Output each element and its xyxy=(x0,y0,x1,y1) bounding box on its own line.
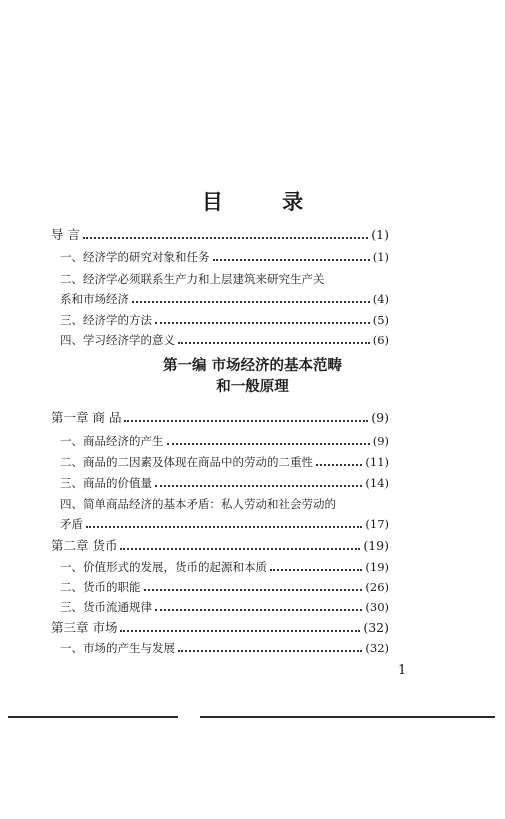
toc-label: 一、商品经济的产生 xyxy=(60,434,164,448)
toc-label: 四、简单商品经济的基本矛盾：私人劳动和社会劳动的 xyxy=(60,497,336,511)
dot-leader xyxy=(178,649,362,652)
toc-page: (1) xyxy=(372,250,389,264)
toc-page: (32) xyxy=(365,641,389,655)
toc-page: (19) xyxy=(365,560,389,574)
page-title: 目 录 xyxy=(201,189,330,214)
toc-row xyxy=(51,617,389,635)
toc-page: (11) xyxy=(365,455,389,469)
toc-label: 二、商品的二因素及体现在商品中的劳动的二重性 xyxy=(60,455,313,469)
toc-row xyxy=(51,309,389,327)
dot-leader xyxy=(167,442,370,445)
dot-leader xyxy=(120,547,360,550)
toc-row xyxy=(51,535,389,553)
toc-row xyxy=(51,288,389,306)
toc-label: 一、市场的产生与发展 xyxy=(60,641,175,655)
toc-page: (32) xyxy=(363,620,389,635)
toc-label: 第三章 市场 xyxy=(51,620,118,635)
toc-row xyxy=(51,596,389,614)
toc-label: 三、货币流通规律 xyxy=(60,600,152,614)
toc-row xyxy=(51,513,389,531)
toc-label: 一、价值形式的发展，货币的起源和本质 xyxy=(60,560,267,574)
dot-leader xyxy=(155,321,370,324)
bottom-rule-left xyxy=(8,716,178,718)
toc-row xyxy=(51,246,389,264)
toc-row xyxy=(51,329,389,347)
toc-page: (17) xyxy=(365,517,389,531)
dot-leader xyxy=(132,300,370,303)
toc-page: (4) xyxy=(372,292,389,306)
toc-row xyxy=(51,472,389,490)
page-number: 1 xyxy=(398,663,407,678)
toc-row xyxy=(51,556,389,574)
dot-leader xyxy=(144,588,363,591)
toc-label: 四、学习经济学的意义 xyxy=(60,333,175,347)
toc-label: 第二章 货币 xyxy=(51,538,118,553)
toc-row xyxy=(51,224,389,242)
toc-label: 导 言 xyxy=(51,227,80,242)
toc-row xyxy=(51,430,389,448)
toc-page: (6) xyxy=(372,333,389,347)
toc-row xyxy=(51,268,389,286)
toc-label: 二、货币的职能 xyxy=(60,580,141,594)
toc-page: (19) xyxy=(363,538,389,553)
toc-page: (1) xyxy=(371,227,389,242)
dot-leader xyxy=(178,341,370,344)
bottom-rule-right xyxy=(200,716,495,718)
toc-page: (30) xyxy=(365,600,389,614)
dot-leader xyxy=(155,484,362,487)
dot-leader xyxy=(120,629,360,632)
toc-label: 二、经济学必须联系生产力和上层建筑来研究生产关 xyxy=(60,272,325,286)
toc-label: 矛盾 xyxy=(60,517,83,531)
toc-label: 三、商品的价值量 xyxy=(60,476,152,490)
toc-row xyxy=(51,493,389,511)
dot-leader xyxy=(86,525,362,528)
toc-row xyxy=(51,637,389,655)
toc-page: (26) xyxy=(365,580,389,594)
dot-leader xyxy=(155,608,362,611)
toc-page: (5) xyxy=(372,313,389,327)
dot-leader xyxy=(316,463,362,466)
part-heading-line2: 和一般原理 xyxy=(216,379,289,395)
part-heading-line1: 第一编 市场经济的基本范畴 xyxy=(162,358,343,374)
dot-leader xyxy=(270,568,362,571)
toc-row xyxy=(51,407,389,425)
dot-leader xyxy=(213,258,370,261)
toc-row xyxy=(51,451,389,469)
toc-row xyxy=(51,576,389,594)
toc-page: (9) xyxy=(372,434,389,448)
dot-leader xyxy=(83,236,368,239)
toc-label: 第一章 商 品 xyxy=(51,410,122,425)
toc-label: 一、经济学的研究对象和任务 xyxy=(60,250,210,264)
dot-leader xyxy=(124,419,368,422)
toc-page: (9) xyxy=(371,410,389,425)
toc-label: 系和市场经济 xyxy=(60,292,129,306)
toc-page: (14) xyxy=(365,476,389,490)
toc-label: 三、经济学的方法 xyxy=(60,313,152,327)
